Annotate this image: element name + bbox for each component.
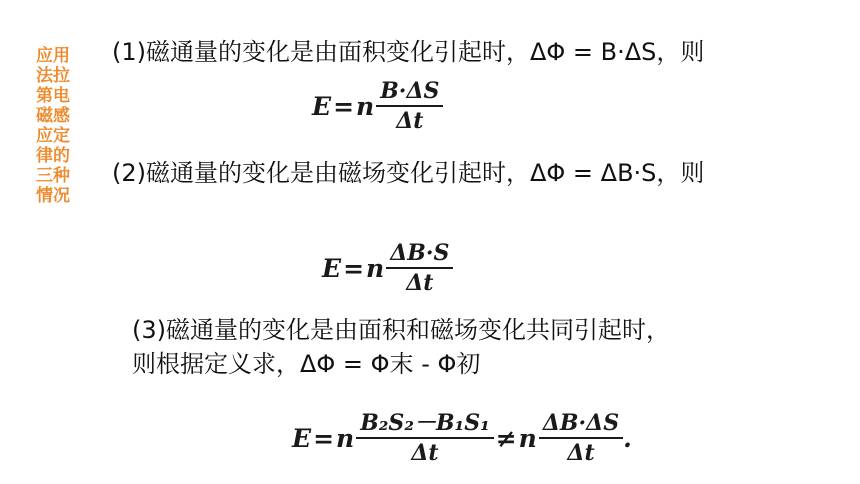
fraction-denominator: Δt bbox=[411, 440, 439, 466]
fraction-numerator: ΔB·ΔS bbox=[539, 410, 623, 439]
case-2-text: (2)磁通量的变化是由磁场变化引起时，ΔΦ = ΔB·S，则 bbox=[112, 159, 705, 187]
fraction-numerator: B·ΔS bbox=[376, 78, 443, 107]
formula-n: n bbox=[366, 254, 385, 283]
formula-n: n bbox=[336, 424, 355, 453]
fraction-numerator: ΔB·S bbox=[386, 240, 453, 269]
formula-3 bbox=[292, 410, 632, 467]
formula-1 bbox=[312, 78, 443, 135]
fraction-denominator: Δt bbox=[567, 440, 595, 466]
side-title-line: 磁感 bbox=[36, 106, 70, 126]
side-title-line: 情况 bbox=[36, 186, 70, 206]
fraction bbox=[539, 410, 623, 467]
side-title-line: 律的 bbox=[36, 146, 70, 166]
formula-n: n bbox=[518, 424, 537, 453]
side-title-line: 三种 bbox=[36, 166, 70, 186]
equals-sign: = bbox=[333, 92, 355, 121]
side-title-line: 法拉 bbox=[36, 66, 70, 86]
formula-n: n bbox=[356, 92, 375, 121]
fraction bbox=[376, 78, 443, 135]
fraction bbox=[386, 240, 453, 297]
side-title-line: 第电 bbox=[36, 86, 70, 106]
formula-period: . bbox=[623, 424, 632, 453]
formula-lhs: E bbox=[292, 424, 312, 453]
fraction-denominator: Δt bbox=[396, 108, 424, 134]
case-1-text: (1)磁通量的变化是由面积变化引起时，ΔΦ = B·ΔS，则 bbox=[112, 38, 705, 66]
fraction-numerator: B₂S₂－B₁S₁ bbox=[356, 410, 494, 439]
case-3-text-line-1: (3)磁通量的变化是由面积和磁场变化共同引起时， bbox=[132, 316, 670, 344]
equals-sign: = bbox=[313, 424, 335, 453]
case-3-text-line-2: 则根据定义求，ΔΦ = Φ末 - Φ初 bbox=[132, 350, 481, 378]
formula-lhs: E bbox=[322, 254, 342, 283]
fraction bbox=[356, 410, 494, 467]
side-title bbox=[26, 46, 80, 206]
formula-2 bbox=[322, 240, 453, 297]
fraction-denominator: Δt bbox=[406, 270, 434, 296]
side-title-line: 应定 bbox=[36, 126, 70, 146]
side-title-line: 应用 bbox=[36, 46, 70, 66]
not-equal-sign: ≠ bbox=[495, 424, 517, 453]
formula-lhs: E bbox=[312, 92, 332, 121]
equals-sign: = bbox=[343, 254, 365, 283]
